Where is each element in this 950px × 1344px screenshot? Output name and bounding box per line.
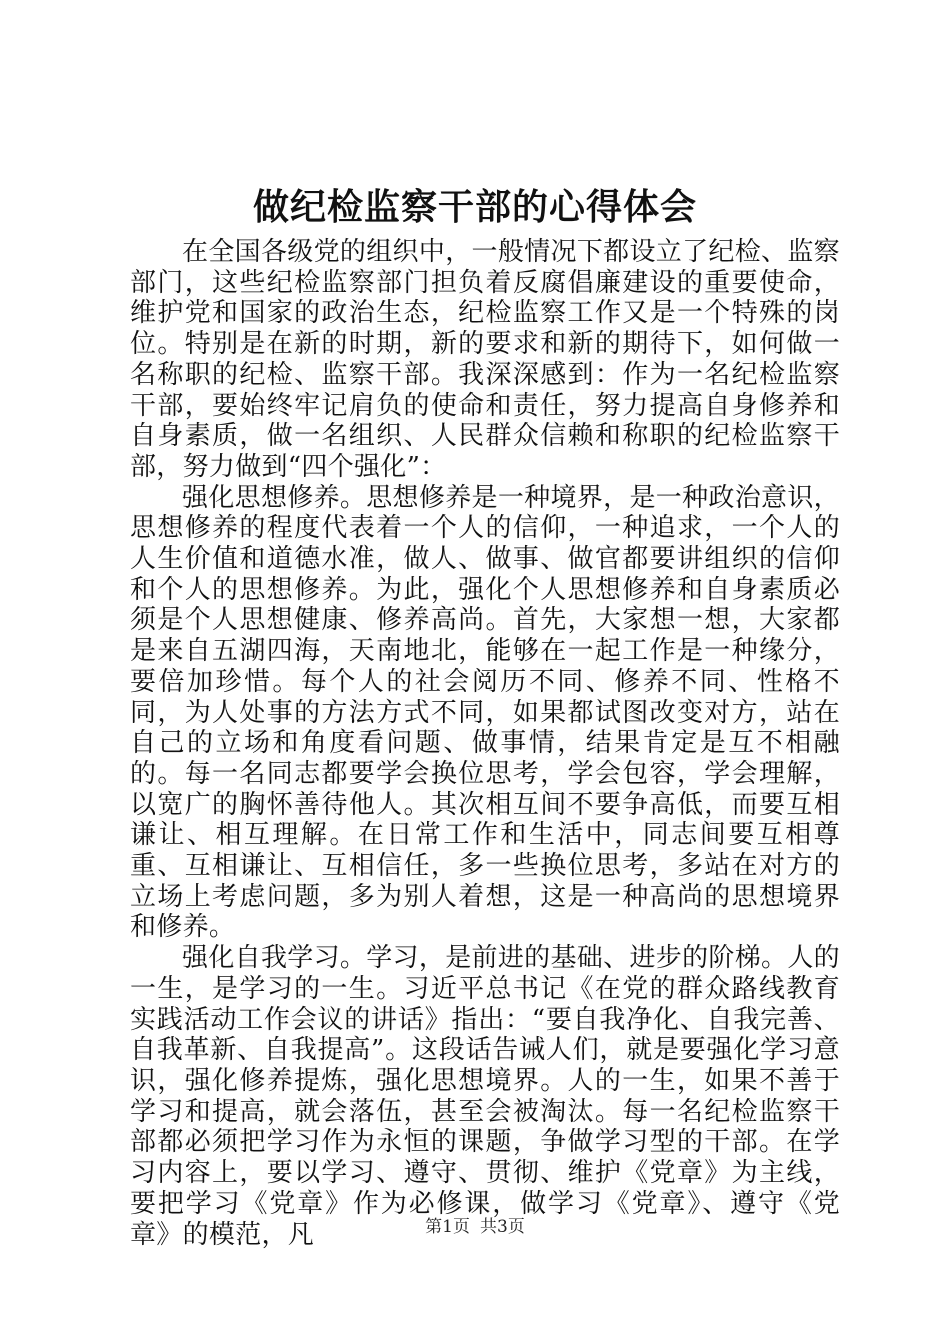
paragraph-thought-cultivation: 强化思想修养。思想修养是一种境界，是一种政治意识，思想修养的程度代表着一个人的信仰，一种追求，一个人的人生价值和道德水准，做人、做事、做官都要讲组织的信仰和个人的思想修养。为此，强化个人思想修养和自身素质必须是个人思想健康、修养高尚。首先，大家想一想，大家都是来自五湖四海，天南地北，能够在一起工作是一种缘分，要倍加珍惜。每个人的社会阅历不同、修养不同、性格不同，为人处事的方法方式不同，如果都试图改变对方，站在自己的立场和角度看问题、做事情，结果肯定是互不相融的。每一名同志都要学会换位思考，学会包容，学会理解，以宽广的胸怀善待他人。其次相互间不要争高低，而要互相谦让、相互理解。在日常工作和生活中，同志间要互相尊重、互相谦让、互相信任，多一些换位思考，多站在对方的立场上考虑问题，多为别人着想，这是一种高尚的思想境界和修养。: [130, 482, 840, 943]
document-title: 做纪检监察干部的心得体会: [252, 186, 697, 228]
paragraph-self-study: 强化自我学习。学习，是前进的基础、进步的阶梯。人的一生，是学习的一生。习近平总书记《在党的群众路线教育实践活动工作会议的讲话》指出：“要自我净化、自我完善、自我革新、自我提高”。这段话告诫人们，就是要强化学习意识，强化修养提炼，强化思想境界。人的一生，如果不善于学习和提高，就会落伍，甚至会被淘汰。每一名纪检监察干部都必须把学习作为永恒的课题，争做学习型的干部。在学习内容上，要以学习、遵守、贯彻、维护《党章》为主线，要把学习《党章》作为必修课，做学习《党章》、遵守《党章》的模范，凡: [130, 943, 840, 1250]
page-footer: [0, 1215, 950, 1239]
paragraph-intro: 在全国各级党的组织中，一般情况下都设立了纪检、监察部门，这些纪检监察部门担负着反腐倡廉建设的重要使命，维护党和国家的政治生态，纪检监察工作又是一个特殊的岗位。特别是在新的时期，新的要求和新的期待下，如何做一名称职的纪检、监察干部。我深深感到：作为一名纪检监察干部，要始终牢记肩负的使命和责任，努力提高自身修养和自身素质，做一名组织、人民群众信赖和称职的纪检监察干部，努力做到“四个强化”：: [130, 237, 840, 482]
page-number: 第1页: [425, 1217, 470, 1237]
document-body: [130, 237, 840, 1250]
page-total: 共3页: [480, 1217, 525, 1237]
